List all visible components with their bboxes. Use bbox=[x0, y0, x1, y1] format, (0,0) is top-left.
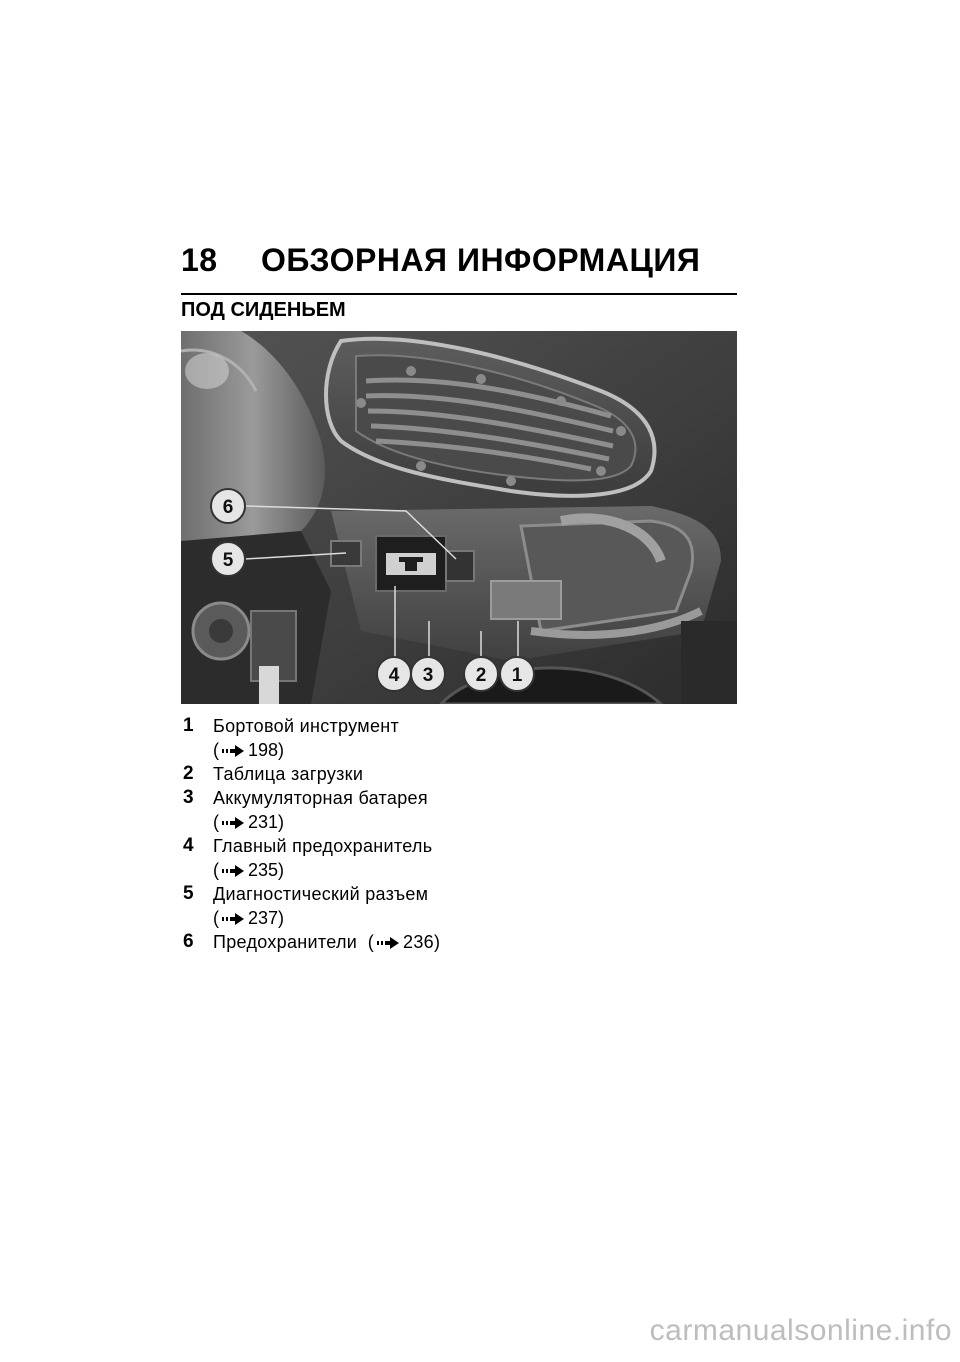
legend-number: 4 bbox=[183, 835, 194, 856]
callout-2-label: 2 bbox=[475, 665, 487, 686]
callout-1-label: 1 bbox=[511, 665, 523, 686]
page-number: 18 bbox=[181, 242, 218, 278]
page-reference-number: 236 bbox=[403, 932, 434, 952]
callout-4-label: 4 bbox=[388, 665, 400, 686]
callout-3 bbox=[411, 657, 445, 691]
page-reference[interactable]: ( 236) bbox=[367, 932, 441, 952]
page-reference[interactable]: ( 198) bbox=[213, 740, 285, 760]
legend-list bbox=[181, 714, 481, 954]
legend-label: Бортовой инструмент bbox=[213, 716, 400, 736]
legend-item-1 bbox=[181, 714, 481, 762]
page-header bbox=[181, 242, 741, 282]
legend-label: Диагностический разъем bbox=[213, 884, 429, 904]
motorcycle-under-seat-figure bbox=[181, 331, 737, 704]
page-reference-arrow-icon bbox=[222, 913, 244, 925]
legend-label: Главный предохранитель bbox=[213, 836, 433, 856]
legend-label: Аккумуляторная батарея bbox=[213, 788, 428, 808]
legend-label-with-ref bbox=[213, 930, 481, 954]
callout-2 bbox=[464, 657, 498, 691]
watermark: carmanualsonline.info bbox=[649, 1314, 952, 1347]
legend-label: Таблица загрузки bbox=[213, 764, 364, 784]
page-reference-arrow-icon bbox=[222, 745, 244, 757]
page-reference[interactable]: ( 235) bbox=[213, 860, 285, 880]
callout-6-label: 6 bbox=[222, 497, 234, 518]
page-reference-number: 235 bbox=[248, 860, 279, 880]
figure-illustration bbox=[181, 331, 737, 704]
callout-6 bbox=[211, 489, 245, 523]
page-reference-number: 237 bbox=[248, 908, 279, 928]
page-reference-arrow-icon bbox=[222, 817, 244, 829]
callout-5-label: 5 bbox=[222, 550, 234, 571]
page-reference-arrow-icon bbox=[377, 937, 399, 949]
legend-item-4 bbox=[181, 834, 481, 882]
load-plate bbox=[491, 581, 561, 619]
page-reference-arrow-icon bbox=[222, 865, 244, 877]
callout-1 bbox=[500, 657, 534, 691]
page-reference[interactable]: ( 237) bbox=[213, 908, 285, 928]
legend-item-3 bbox=[181, 786, 481, 834]
legend-item-5 bbox=[181, 882, 481, 930]
legend-label: Предохранители bbox=[213, 932, 358, 952]
section-title: ПОД СИДЕНЬЕМ bbox=[181, 299, 346, 321]
legend-number: 2 bbox=[183, 763, 194, 784]
legend-number: 6 bbox=[183, 931, 194, 952]
legend-number: 3 bbox=[183, 787, 194, 808]
page-reference-number: 198 bbox=[248, 740, 279, 760]
callout-4 bbox=[377, 657, 411, 691]
callout-5 bbox=[211, 542, 245, 576]
chapter-title: ОБЗОРНАЯ ИНФОРМАЦИЯ bbox=[261, 242, 701, 278]
callout-3-label: 3 bbox=[422, 665, 434, 686]
legend-item-2 bbox=[181, 762, 481, 786]
page-reference-number: 231 bbox=[248, 812, 279, 832]
legend-number: 1 bbox=[183, 715, 194, 736]
legend-item-6 bbox=[181, 930, 481, 954]
legend-number: 5 bbox=[183, 883, 194, 904]
header-rule bbox=[181, 293, 737, 295]
page-reference[interactable]: ( 231) bbox=[213, 812, 285, 832]
